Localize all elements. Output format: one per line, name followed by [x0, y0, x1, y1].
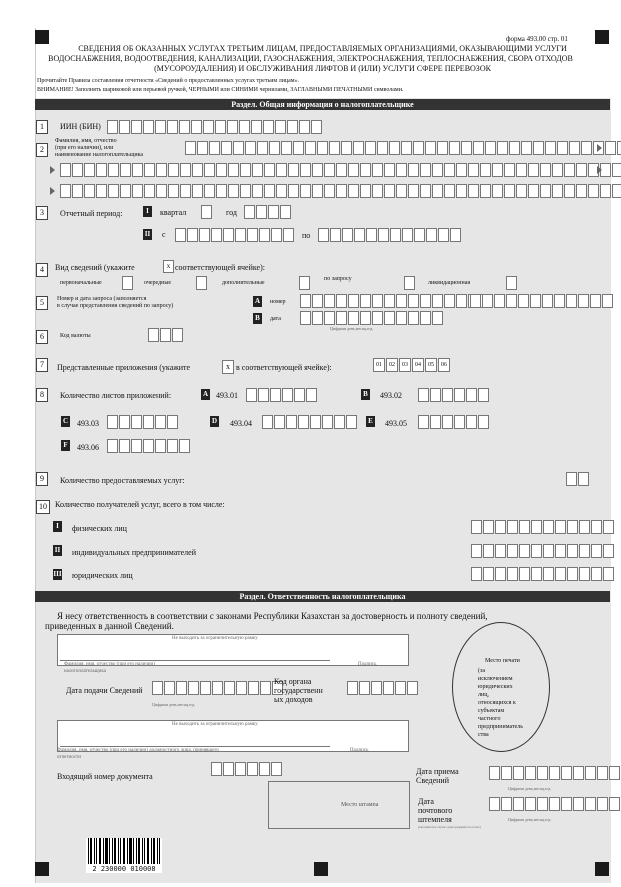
note-read: Прочитайте Правила составления отчетности «Сведений о предоставленных услугах третьим лицам». — [37, 78, 300, 84]
receive-date-label-b: Сведений — [416, 776, 449, 785]
field-8-number: 8 — [36, 388, 48, 402]
request-number-input[interactable] — [300, 294, 492, 308]
taxpayer-sign-hint: Подпись — [358, 662, 377, 667]
submit-date-input[interactable] — [152, 681, 284, 695]
recipients-roman-2: II — [54, 546, 61, 554]
sheet-letter-e: E — [366, 416, 375, 427]
stamp-label-i: предприниматель — [478, 724, 523, 730]
services-count-label: Количество предоставляемых услуг: — [60, 476, 185, 485]
currency-label: Код валюты — [60, 333, 91, 339]
organ-code-input[interactable] — [347, 681, 419, 695]
stamp-label-h: частного — [478, 716, 501, 722]
corner-mark-top-left — [35, 30, 49, 44]
request-number-input-2[interactable] — [470, 294, 614, 308]
kind-example-mark: x — [163, 260, 174, 273]
appendices-label-a: Представленные приложения (укажите — [57, 363, 191, 372]
officer-name-hint: Фамилия, имя, отчество (при его наличии) должностного лица, принявшего — [57, 748, 219, 753]
kind-request-label: по запросу — [324, 276, 352, 282]
organ-label-b: государственн — [274, 686, 323, 695]
year-label: год — [226, 208, 237, 217]
sheet-code-e: 493.05 — [385, 419, 407, 428]
stamp-label-f: относящихся к — [478, 700, 516, 706]
stamp-label-b: (за — [478, 668, 486, 674]
individuals-input[interactable] — [471, 520, 615, 534]
barcode-bars — [86, 838, 162, 864]
name-input-row-2[interactable] — [60, 163, 621, 177]
organ-label-a: Код органа — [274, 677, 312, 686]
stamp-place-label: Место штампа — [341, 802, 379, 808]
stamp-place-box — [268, 781, 410, 829]
arrow-right-icon — [50, 166, 55, 174]
period-roman-1: I — [143, 206, 152, 217]
recipients-roman-3: III — [53, 570, 62, 578]
field-4-number: 4 — [36, 263, 48, 277]
sheet-code-c: 493.03 — [77, 419, 99, 428]
period-label: Отчетный период: — [60, 209, 123, 218]
incoming-number-label: Входящий номер документа — [57, 772, 153, 781]
kind-label-b: соответствующей ячейке): — [175, 263, 265, 272]
appendix-checkbox-02[interactable]: 02 — [386, 358, 398, 372]
kind-regular-label: очередные — [144, 280, 172, 286]
field-5-number: 5 — [36, 296, 48, 310]
organ-label-c: ых доходов — [274, 695, 313, 704]
kind-initial-label: первоначальные — [60, 280, 102, 286]
quarter-input[interactable] — [201, 205, 213, 219]
recipients-roman-1: I — [53, 521, 62, 532]
sheet-letter-f: F — [61, 440, 70, 451]
period-roman-2: II — [144, 230, 151, 238]
individuals-label: физических лиц — [72, 524, 127, 533]
kind-liquidation-checkbox[interactable] — [506, 276, 518, 290]
sheet-code-b: 493.02 — [380, 391, 402, 400]
appendices-example-mark: x — [222, 360, 234, 374]
stamp-label-a: Место печати — [485, 658, 520, 664]
kind-initial-checkbox[interactable] — [122, 276, 134, 290]
name-label-b: (при его наличии), или — [55, 145, 114, 151]
taxpayer-name-hint-b: налогоплательщика — [64, 669, 106, 674]
sheet-input-f[interactable] — [107, 439, 191, 453]
request-letter-a: A — [254, 297, 261, 305]
incoming-number-input[interactable] — [211, 762, 283, 776]
sheet-code-f: 493.06 — [77, 443, 99, 452]
note-attention: ВНИМАНИЕ! Заполнять шариковой или перьевой ручкой, ЧЕРНЫМИ или СИНИМИ чернилами, ЗАГЛАВНЫМИ ПЕЧАТНЫМИ символами. — [37, 87, 404, 93]
appendix-checkbox-03[interactable]: 03 — [399, 358, 411, 372]
request-number-label: номер — [270, 299, 286, 305]
request-date-hint: Цифрами день,месяц,год — [330, 326, 373, 331]
period-to-input[interactable] — [318, 228, 462, 242]
stamp-label-c: исключением — [478, 676, 513, 682]
title-line-1: СВЕДЕНИЯ ОБ ОКАЗАННЫХ УСЛУГАХ ТРЕТЬИМ ЛИЦАМ, ПРЕДОСТАВЛЯЕМЫХ ОРГАНИЗАЦИЯМИ, ОКАЗЫВАЮЩИМИ УСЛУГИ — [78, 44, 567, 53]
year-input[interactable] — [244, 205, 292, 219]
appendix-checkbox-04[interactable]: 04 — [412, 358, 424, 372]
appendices-label-b: в соответствующей ячейке): — [236, 363, 332, 372]
limit-note-1: Не выходить за ограничительную рамку — [172, 636, 258, 641]
responsibility-text-b: приведенных в данной Сведений. — [45, 621, 174, 631]
sheet-input-a[interactable] — [246, 388, 318, 402]
field-6-number: 6 — [36, 330, 48, 344]
submit-date-label: Дата подачи Сведений — [66, 686, 143, 695]
currency-input[interactable] — [148, 328, 184, 342]
stamp-label-e: лиц, — [478, 692, 489, 698]
sheet-letter-b: B — [361, 389, 370, 400]
name-input-row-3[interactable] — [60, 184, 621, 198]
name-input-row-1[interactable] — [185, 141, 621, 155]
stamp-label-g: субъектам — [478, 708, 505, 714]
stamp-label-d: юридических — [478, 684, 513, 690]
postmark-label-a: Дата — [418, 797, 434, 806]
sheet-input-d[interactable] — [262, 415, 358, 429]
section1-title: Раздел. Общая информация о налогоплательщике — [35, 99, 610, 110]
taxpayer-name-line — [60, 660, 330, 661]
field-10-number: 10 — [36, 500, 50, 514]
from-label: с — [162, 230, 166, 239]
submit-date-hint: Цифрами день,месяц,год — [152, 702, 195, 707]
sheet-code-a: 493.01 — [216, 391, 238, 400]
field-2-number: 2 — [36, 143, 48, 157]
services-count-input[interactable] — [566, 472, 590, 486]
postmark-date-hint: Цифрами день,месяц,год — [508, 817, 551, 822]
request-date-label: дата — [270, 316, 281, 322]
sheet-letter-d: D — [211, 417, 218, 425]
legal-entities-input[interactable] — [471, 567, 615, 581]
kind-additional-checkbox[interactable] — [299, 276, 311, 290]
title-line-3: (МУСОРОУДАЛЕНИЯ) И ОБСЛУЖИВАНИЯ ЛИФТОВ И (ИЛИ) УСЛУГИ СФЕРЕ ПЕРЕВОЗОК — [154, 64, 491, 73]
section2-title: Раздел. Ответственность налогоплательщика — [35, 591, 610, 602]
sheets-label: Количество листов приложений: — [60, 391, 172, 400]
officer-name-hint-b: отчетности — [57, 755, 81, 760]
postmark-label-c: штемпеля — [418, 815, 452, 824]
sheet-input-c[interactable] — [107, 415, 179, 429]
responsibility-text-a: Я несу ответственность в соответствии с законами Республики Казахстан за достоверность и полноту сведений, — [57, 611, 488, 621]
appendix-checkbox-06[interactable]: 06 — [438, 358, 450, 372]
stamp-label-j: ства — [478, 732, 489, 738]
name-label-c: наименование налогоплательщика — [55, 152, 144, 158]
corner-mark-bottom-left — [35, 862, 49, 876]
name-label-a: Фамилия, имя, отчество — [55, 138, 117, 144]
iin-input[interactable] — [107, 120, 323, 134]
period-from-input[interactable] — [175, 228, 295, 242]
request-label-b: в случае представления сведений по запросу) — [57, 303, 174, 309]
field-1-number: 1 — [36, 120, 48, 134]
kind-additional-label: дополнительные — [222, 280, 265, 286]
recipients-label: Количество получателей услуг, всего в том числе: — [55, 500, 225, 509]
arrow-right-icon — [597, 166, 602, 174]
quarter-label: квартал — [160, 208, 187, 217]
officer-sign-hint: Подпись — [350, 748, 369, 753]
kind-label-a: Вид сведений (укажите — [55, 263, 135, 272]
receive-date-input[interactable] — [489, 766, 621, 780]
appendix-checkbox-group[interactable] — [373, 358, 451, 372]
sheet-input-e[interactable] — [418, 415, 490, 429]
sheet-letter-c: C — [62, 417, 69, 425]
sheet-input-b[interactable] — [418, 388, 490, 402]
field-7-number: 7 — [36, 358, 48, 372]
arrow-right-icon — [597, 144, 602, 152]
form-code: форма 493.00 стр. 01 — [506, 35, 568, 43]
receive-date-label-a: Дата приема — [416, 767, 459, 776]
kind-request-checkbox[interactable] — [404, 276, 416, 290]
entrepreneurs-label: индивидуальных предпринимателей — [72, 548, 196, 557]
barcode-number: 2 230000 010008 — [92, 865, 156, 873]
request-date-input[interactable] — [300, 311, 444, 325]
taxpayer-name-hint: Фамилия, имя, отчество (при его наличии) — [64, 662, 155, 667]
corner-mark-bottom-center — [314, 862, 328, 876]
postmark-date-input[interactable] — [489, 797, 621, 811]
receive-date-hint: Цифрами день,месяц,год — [508, 786, 551, 791]
entrepreneurs-input[interactable] — [471, 544, 615, 558]
title-line-2: ВОДОСНАБЖЕНИЯ, ВОДООТВЕДЕНИЯ, КАНАЛИЗАЦИИ, ГАЗОСНАБЖЕНИЯ, ЭЛЕКТРОСНАБЖЕНИЯ, ТЕПЛОСНАБЖЕНИЯ, СБОРА ОТХОДОВ — [48, 54, 573, 63]
officer-name-line — [60, 746, 330, 747]
appendix-checkbox-01[interactable]: 01 — [373, 358, 385, 372]
request-label-a: Номер и дата запроса (заполняется — [57, 296, 147, 302]
to-label: по — [302, 231, 311, 240]
request-letter-b: B — [253, 313, 262, 324]
corner-mark-top-right — [595, 30, 609, 44]
iin-label: ИИН (БИН) — [60, 122, 101, 131]
field-9-number: 9 — [36, 472, 48, 486]
postmark-label-b: почтового — [418, 806, 453, 815]
field-3-number: 3 — [36, 206, 48, 220]
postmark-note: (заполняется в случае сдачи документа по почте) — [418, 825, 481, 829]
corner-mark-bottom-right — [595, 862, 609, 876]
barcode — [86, 838, 162, 873]
legal-entities-label: юридических лиц — [72, 571, 133, 580]
kind-regular-checkbox[interactable] — [196, 276, 208, 290]
arrow-right-icon — [50, 187, 55, 195]
limit-note-2: Не выходить за ограничительную рамку — [172, 722, 258, 727]
sheet-code-d: 493.04 — [230, 419, 252, 428]
kind-liquidation-label: ликвидационная — [428, 280, 471, 286]
sheet-letter-a: A — [202, 390, 209, 398]
appendix-checkbox-05[interactable]: 05 — [425, 358, 437, 372]
